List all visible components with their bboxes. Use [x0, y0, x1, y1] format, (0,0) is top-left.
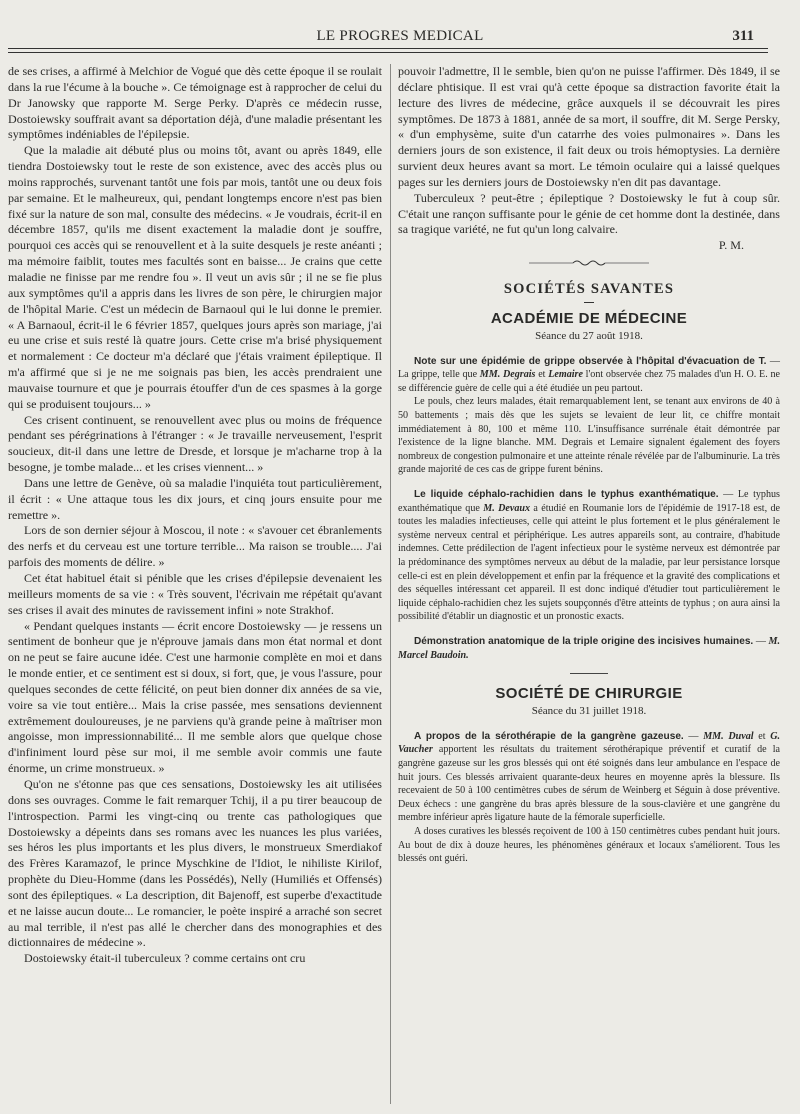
report-paragraph [398, 635, 780, 662]
report-dash: — [683, 730, 704, 742]
column-divider [390, 64, 391, 1104]
header-rule [8, 48, 768, 53]
paragraph: pouvoir l'admettre, Il le semble, bien qu'on ne puisse l'affirmer. Dès 1849, il se déclare phtisique. Il est vrai qu'à cette époque sa distraction favorite était la lecture des livres de médecine, grâce auxquels il se découvrait les pires symptômes. De 1873 à 1881, année de sa mort, il souffre, dit M. Serge Persky, « d'un emphysème, suite d'un catarrhe des voies pulmonaires ». Dans les derniers jours de son existence, il fait deux ou trois hémoptysies. La dernière survient deux heures avant sa mort. Le témoin oculaire qui a laissé quelques pages sur les derniers jours de Dostoiewsky n'en dit pas davantage. [398, 64, 780, 189]
report-dash: — Le typhus exanthématique que [398, 489, 780, 514]
report-dash: — [753, 635, 769, 647]
society-title: ACADÉMIE DE MÉDECINE [490, 309, 688, 327]
paragraph: « Pendant quelques instants — écrit encore Dostoiewsky — je ressens un sentiment de bonheur que je n'éprouve jamais dans mon état normal et dont on ne peut se faire aucune idée. C'est une harmonie complète en moi et dans le monde entier, et ce sentiment est si doux, si fort, que, je vous l'assure, pour quelques secondes de cette félicité, on peut bien donner dix années de sa vie, voire sa vie tout entière... Mais la crise passée, mes sensations deviennent extrêmement douloureuses, je ne parviens qu'à grande peine à maîtriser mon angoisse, mon impressionnabilité... Il me semble alors que quelque chose d'infiniment lourd pèse sur moi, il me semble avoir commis une faute énorme, un crime monstrueux. » [8, 618, 382, 776]
report-author: G. Vaucher [398, 730, 781, 756]
report-text: apportent les résultats du traitement sérothérapique préventif et curatif de la gangrène gazeuse sur les gros blessés qui ont été soignés dans leur ambulance en l'espace de huit jours. Ces blessés arrivaient quarante-deux heures en moyenne après la blessure. Ils recevaient de 50 à 100 centimètres cubes de sérum de Weinberg et Séguin à dose préventive. Deux échecs : une gangrène du bras après blessure de la sous-clavière et une gangrène du membre inférieur après ligature haute de la fémorale superficielle. [398, 744, 780, 824]
right-column [398, 64, 780, 877]
paragraph: Tuberculeux ? peut-être ; épileptique ? Dostoiewsky le fut à coup sûr. C'était une rançon suffisante pour le génie de cet homme dont la destinée, dans sa tragique variété, ne fut qu'un long calvaire. [398, 190, 780, 237]
left-column [8, 64, 382, 967]
report-paragraph: Le pouls, chez leurs malades, était remarquablement lent, se tenant aux environs de 40 à 50 battements ; mais dès que les sujets se levaient de leur lit, ce chiffre montait immédiatement à 80, 100 et même 110. L'insuffisance surrénale était démontrée par l'existence de la ligne blanche. MM. Degrais et Lemaire signalent également des foyers nombreux de congestion pulmonaire et une atteinte rénale révélée par de l'albuminurie. La très grande majorité de ces cas de grippe furent bénins. [398, 396, 780, 476]
section-dash [584, 302, 594, 303]
report-gangrene [398, 730, 780, 866]
report-title: A propos de la sérothérapie de la gangrène gazeuse. [414, 730, 684, 742]
report-title: Démonstration anatomique de la triple origine des incisives humaines. [414, 635, 754, 647]
society-title: SOCIÉTÉ DE CHIRURGIE [495, 685, 683, 703]
session-date: Séance du 27 août 1918. [535, 329, 643, 342]
report-author: MM. Duval [703, 730, 754, 742]
report-paragraph [398, 730, 780, 825]
report-grippe [398, 355, 780, 477]
short-rule [570, 673, 608, 674]
report-author: Lemaire [548, 369, 583, 381]
ornament-divider-icon [529, 258, 649, 268]
paragraph: Dostoiewsky était-il tuberculeux ? comme certains ont cru [24, 951, 306, 966]
report-paragraph [398, 488, 780, 624]
report-dash: — La grippe, telle que [398, 355, 780, 381]
report-author: M. Devaux [483, 502, 531, 514]
report-typhus [398, 488, 780, 624]
running-head [0, 26, 800, 48]
report-author: MM. Degrais [479, 369, 536, 381]
report-conjunction: et [753, 730, 771, 742]
paragraph: Que la maladie ait débuté plus ou moins tôt, avant ou après 1849, elle tiendra Dostoiewsky tout le reste de son existence, avec des accès plus ou moins rapprochés, survenant tantôt une fois par mois, tantôt une ou deux fois par semaine. Et le malheureux, qui, pendant longtemps encore n'est pas bien fixé sur la nature de son mal, consulte des médecins. « Je voudrais, écrit-il en décembre 1857, qu'ils me disent exactement la maladie dont je souffre, pourquoi ces accès qui se renouvellent et à la suite desquels je reste anéanti ; ma mémoire faiblit, toutes mes facultés sont en baisse... Je crains que cette maladie ne finisse par me rendre fou ». Il veut un avis sûr ; il ne se fie plus aux symptômes qu'il a appris dans les livres de son père, le chirurgien major de l'hôpital Marie. C'est un médecin de Barnaoul qui le lui donne le premier. « A Barnaoul, écrit-il le 6 février 1857, quelques jours après son mariage, j'ai eu une crise et suis resté là quatre jours. Cette crise m'a brisé physiquement et normalement : Ce docteur m'a déclaré que j'étais vraiment épileptique. Il m'a affirmé que si je ne me soignais pas bien, les accès prendraient une mauvaise tournure et que je pourrais étouffer d'un de ces spasmes à la gorge qui se produisent toujours... » [8, 143, 382, 411]
report-text: a étudié en Roumanie lors de l'épidémie de 1917-18 est, de toutes les maladies infectieuses, celle qui atteint le plus fortement et le plus généralement le système nerveux central et périphérique. Les autres appareils sont, au contraire, d'habitude indemnes. Cette prédilection de l'agent infectieux pour le système nerveux est démontrée par la prédominance des symptômes nerveux au début de la maladie, par leur persistance lorsque celle-ci est en plein développement et enfin par la fréquence et la gravité des complications et des séquelles intéressant cet appareil. Il est donc indiqué d'étudier tout particulièrement le liquide céphalo-rachidien chez les sujets soupçonnés d'être atteints de typhus ; on aura ainsi la possibilité d'établir un diagnostic et un pronostic exacts. [398, 502, 780, 623]
author-signature: P. M. [718, 238, 744, 253]
paragraph: Lors de son dernier séjour à Moscou, il note : « s'avouer cet ébranlements des nerfs et du cerveau est une torture terrible... Ma raison se trouble.... J'ai parfois des moments de délire. » [8, 523, 382, 570]
journal-title: LE PROGRES MEDICAL [316, 28, 484, 44]
session-date: Séance du 31 juillet 1918. [531, 704, 647, 717]
report-conjunction: et [535, 369, 549, 381]
report-paragraph [398, 355, 780, 396]
section-title: SOCIÉTÉS SAVANTES [503, 281, 675, 298]
paragraph: Dans une lettre de Genève, où sa maladie l'inquiéta tout particulièrement, il écrit : « Une attaque tous les dix jours, et cinq jours ensuite pour me remettre ». [8, 475, 382, 522]
paragraph: Cet état habituel était si pénible que les crises d'épilepsie devenaient les meilleurs moments de sa vie : « Très souvent, l'écrivain me répétait qu'avant ses crises il avait des minutes de ravissement infini » note Strakhof. [8, 571, 382, 617]
paragraph: Qu'on ne s'étonne pas que ces sensations, Dostoiewsky les ait utilisées dons ses ouvrages. Comme le fait remarquer Tchij, il a pu tirer beaucoup de l'introspection. Parmi les vingt-cinq ou trente cas pathologiques que Dostoiewsky a dépeints dans ses romans avec les nuances les plus variées, ses héros les plus importants et les plus divers, le monstrueux Smerdiakof des Frères Karamazof, le prince Myschkine de l'Idiot, le nihiliste Kirilof, prophète du Dieu-Homme (dans les Possédés), Nelly (Humiliés et Offensés) sont des épileptiques. « La description, dit Bajenoff, est superbe d'exactitude et ne laisse aucun doute... Le romancier, le poète inspiré a arraché son secret au mal terrible, il n'est pas allé le chercher dans des monographies et des dictionnaires de médecine ». [8, 776, 382, 950]
page-number: 311 [732, 28, 754, 44]
report-incisives [398, 635, 780, 662]
report-text: l'ont observée chez 75 malades d'un H. O. E. ne se différencie guère de celle qui a été étudiée un peu partout. [398, 369, 780, 394]
report-title: Note sur une épidémie de grippe observée à l'hôpital d'évacuation de T. [414, 355, 767, 367]
report-paragraph: A doses curatives les blessés reçoivent de 100 à 150 centimètres cubes pendant huit jours. Au bout de dix à douze heures, les phénomènes généraux et locaux s'améliorent. Tous les blessés ont guéri. [398, 825, 780, 865]
paragraph: Ces crisent continuent, se renouvellent avec plus ou moins de fréquence pendant ses pérégrinations à l'étranger : « Je travaille nerveusement, l'esprit soucieux, dit-il dans une lettre de Dresde, et lorsque je m'acharne trop à la besogne, je tombe malade... et les crises viennent... » [8, 412, 382, 475]
report-title: Le liquide céphalo-rachidien dans le typhus exanthématique. [414, 489, 719, 500]
paragraph: de ses crises, a affirmé à Melchior de Vogué que dès cette époque il se roulait dans la rue l'écume à la bouche ». Ce témoignage est à rapprocher de celui du Dr Janowsky que rapporte M. Serge Perky. D'après ce médecin russe, Dostoiewsky souffrait avant sa déportation déjà, d'une maladie présentant les symptômes indéniables de l'épilepsie. [8, 64, 382, 142]
report-author: M. Marcel Baudoin. [398, 635, 781, 661]
